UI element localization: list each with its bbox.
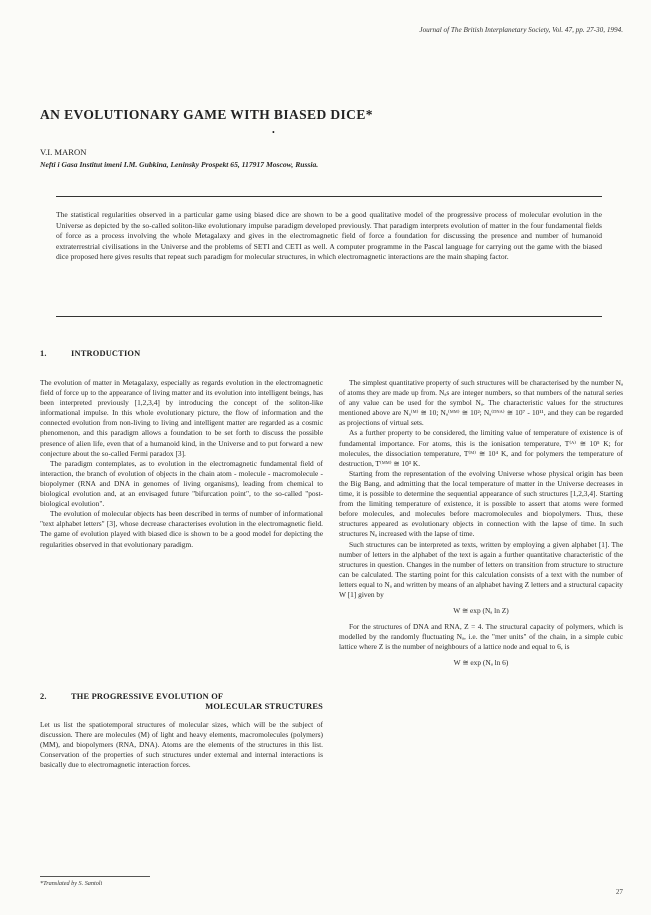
paragraph: Let us list the spatiotemporal structures of molecular sizes, which will be the subject of discussion. There are molecules (M) of light and heavy elements, macromolecules (polymers) (MM), and biopolymers (RNA, DNA). Atoms are the elements of the structures in this list. Conservation of the properties of such structures under external and internal interactions is basically due to electromagnetic interaction forces. bbox=[40, 720, 323, 770]
section-title-line1: THE PROGRESSIVE EVOLUTION OF bbox=[70, 692, 224, 701]
paragraph: Such structures can be interpreted as texts, written by employing a given alphabet [1]. The number of letters in the alphabet of the text is again a further quantitative characteristic of the structures in question. Changes in the number of letters on transition from structure to structure can be calculated. The starting point for this calculation consists of a text with the number of letters equal to Nₐ and written by means of an alphabet having Z letters and a structural capacity W [1] given by bbox=[339, 539, 623, 599]
paragraph: The simplest quantitative property of such structures will be characterised by the number Nₐ of atoms they are made up from. Nₐs are integer numbers, so that numbers of the natural series of any value can be used for the symbol Nₐ. The characteristic values for the structures mentioned above are Nₐ⁽ᴹ⁾ ≅ 10; Nₐ⁽ᴹᴹ⁾ ≅ 10²; Nₐ⁽ᴰᴺᴬ⁾ ≅ 10⁷ - 10¹¹, and they can be regarded as projections of virtual sets. bbox=[339, 378, 623, 428]
paragraph: The evolution of matter in Metagalaxy, especially as regards evolution in the electromagnetic field of force up to the appearance of living matter and its evolution into intelligent beings, has been interpreted previously [1,2,3,4] by introducing the concept of the soliton-like informational impulse. In this whole evolutionary picture, the flow of information and the connected evolution from non-living to living and intelligent matter are regarded as a cosmic phenomenon, and this paradigm allows a foundation to be set forth to discuss the possible presence of alien life, even that of a humanoid kind, in the Universe and to put forward a new conjecture about the so-called Fermi paradox [3]. bbox=[40, 378, 323, 458]
left-column-section-2 bbox=[40, 720, 323, 770]
footnote: *Translated by S. Santoli bbox=[40, 880, 103, 887]
abstract-bottom-rule bbox=[56, 316, 602, 317]
section-title: INTRODUCTION bbox=[70, 349, 141, 358]
section-number: 1. bbox=[40, 349, 47, 358]
journal-citation: Journal of The British Interplanetary Society, Vol. 47, pp. 27-30, 1994. bbox=[419, 26, 623, 34]
right-column bbox=[339, 378, 623, 675]
author-name: V.I. MARON bbox=[40, 147, 87, 157]
section-title-line2: MOLECULAR STRUCTURES bbox=[205, 702, 323, 711]
footnote-rule bbox=[40, 876, 150, 877]
paragraph: As a further property to be considered, the limiting value of temperature of existence is of fundamental importance. For atoms, this is the ionisation temperature, T⁽ᴬ⁾ ≅ 10⁵ K; for molecules, the dissociation temperature, T⁽ᴹ⁾ ≅ 10⁴ K, and for polymers the temperature of destruction, T⁽ᴹᴹ⁾ ≅ 10³ K. bbox=[339, 428, 623, 468]
section-number: 2. bbox=[40, 692, 47, 701]
paragraph: For the structures of DNA and RNA, Z = 4. The structural capacity of polymers, which is modelled by the randomly fluctuating Nₐ, i.e. the "mer units" of the chain, in a simple cubic lattice where Z is the number of neighbours of a lattice node and equal to 6, is bbox=[339, 622, 623, 652]
paragraph: Starting from the representation of the evolving Universe whose physical origin has been the Big Bang, and admitting that the local temperature of matter in the Universe decreases in time, it is possible to determine the sequential appearance of such structures [1,2,3,4]. Starting from the limiting temperature of existence, it is possible to assert that atoms were formed before molecules, and molecules before macromolecules and biopolymers. Thus, these structures appeared as evolutionary objects in connection with the lapse of time. In such structures Nₐ increased with the lapse of time. bbox=[339, 468, 623, 539]
page-number: 27 bbox=[615, 888, 623, 896]
paragraph: The paradigm contemplates, as to evolution in the electromagnetic fundamental field of interaction, the branch of evolution of objects in the chain atom - molecule - macromolecule - biopolymer (RNA and DNA in genomes of living organisms), leading from chemical to biological evolution and, at an envisaged future "bifurcation point", to the so-called "post-biological evolution". bbox=[40, 458, 323, 509]
abstract: The statistical regularities observed in a particular game using biased dice are shown to be a good qualitative model of the progressive process of molecular evolution in the Universe as depicted by the so-called soliton-like evolutionary impulse paradigm developed previously. That paradigm interprets evolution of matter in the four fundamental fields of force as a process involving the whole Metagalaxy and gives in the electromagnetic field of force a foundation for discussing the presence and number of humanoid extraterrestrial civilisations in the Universe and the problems of SETI and CETI as well. A computer programme in the Pascal language for carrying out the game with the biased dice proposed here gives results that repeat such paradigm for molecular structures, in which electromagnetic interactions are the main shaping factor. bbox=[56, 210, 602, 262]
decorative-dot: • bbox=[272, 128, 275, 137]
author-affiliation: Nefti i Gasa Institut imeni I.M. Gubkina, Leninsky Prospekt 65, 117917 Moscow, Russia. bbox=[40, 160, 319, 169]
abstract-top-rule bbox=[56, 196, 602, 197]
left-column bbox=[40, 378, 323, 550]
paper-title: AN EVOLUTIONARY GAME WITH BIASED DICE* bbox=[40, 107, 373, 122]
equation: W ≅ exp (Nₐ ln 6) bbox=[453, 658, 509, 668]
equation: W ≅ exp (Nₐ ln Z) bbox=[453, 606, 509, 616]
paragraph: The evolution of molecular objects has been described in terms of number of informational "text alphabet letters" [3], whose decrease characterises evolution in the electromagnetic field. The game of evolution played with biased dice is shown to be a good model for depicting the regularities observed in that evolutionary paradigm. bbox=[40, 509, 323, 549]
section-1-heading bbox=[40, 349, 140, 358]
section-2-heading bbox=[40, 692, 323, 711]
